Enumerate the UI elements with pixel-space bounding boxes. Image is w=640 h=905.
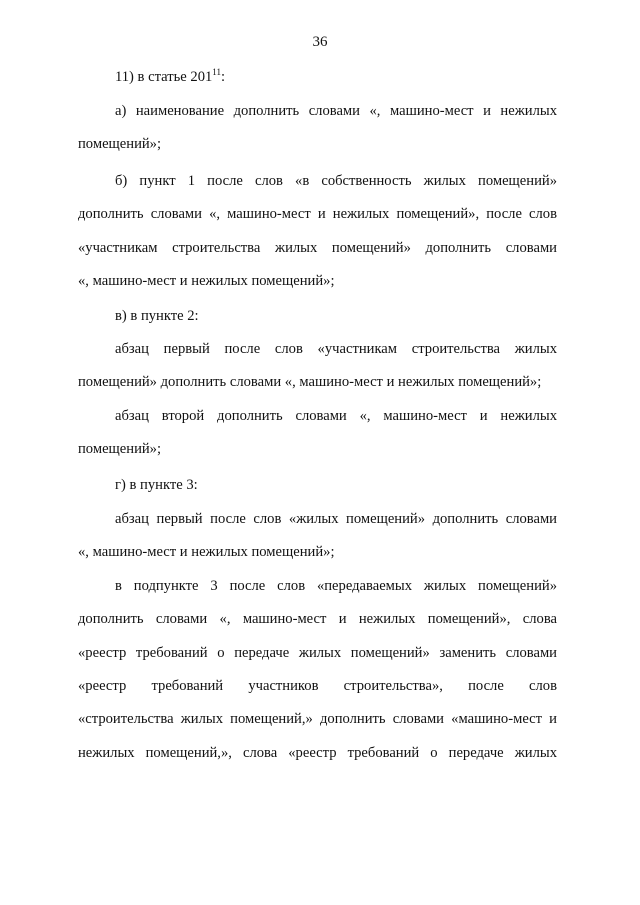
item-b-line-4: «, машино-мест и нежилых помещений»;	[78, 273, 335, 289]
item-v-heading: в) в пункте 2:	[115, 308, 199, 324]
item-11-prefix: 11) в статье 201	[115, 69, 213, 85]
item-11-superscript: 11	[212, 67, 221, 77]
item-g-para1-line-2: «, машино-мест и нежилых помещений»;	[78, 544, 335, 560]
item-b-line-3: «участникам строительства жилых помещений» дополнить словами	[78, 240, 557, 256]
item-g-para1-line-1: абзац первый после слов «жилых помещений» дополнить словами	[115, 511, 557, 527]
item-g-para2-line-1: в подпункте 3 после слов «передаваемых жилых помещений»	[115, 578, 557, 594]
item-g-para2-line-6: нежилых помещений,», слова «реестр требований о передаче жилых	[78, 745, 557, 761]
item-v-para1-line-2: помещений» дополнить словами «, машино-мест и нежилых помещений»;	[78, 374, 542, 390]
item-11-suffix: :	[220, 69, 226, 85]
item-b-line-2: дополнить словами «, машино-мест и нежилых помещений», после слов	[78, 206, 557, 222]
item-b-line-1: б) пункт 1 после слов «в собственность жилых помещений»	[115, 173, 557, 189]
item-a-line-1: а) наименование дополнить словами «, машино-мест и нежилых	[115, 103, 557, 119]
item-11-heading	[115, 68, 557, 86]
item-g-para2-line-3: «реестр требований о передаче жилых помещений» заменить словами	[78, 645, 557, 661]
item-v-para2-line-1: абзац второй дополнить словами «, машино-мест и нежилых	[115, 408, 557, 424]
item-g-para2-line-4: «реестр требований участников строительства», после слов	[78, 678, 557, 694]
item-g-heading: г) в пункте 3:	[115, 477, 198, 493]
page-number: 36	[312, 34, 328, 50]
item-g-para2-line-2: дополнить словами «, машино-мест и нежилых помещений», слова	[78, 611, 557, 627]
item-v-para2-line-2: помещений»;	[78, 441, 162, 457]
item-a-line-2: помещений»;	[78, 136, 162, 152]
item-g-para2-line-5: «строительства жилых помещений,» дополнить словами «машино-мест и	[78, 711, 557, 727]
item-v-para1-line-1: абзац первый после слов «участникам строительства жилых	[115, 341, 557, 357]
